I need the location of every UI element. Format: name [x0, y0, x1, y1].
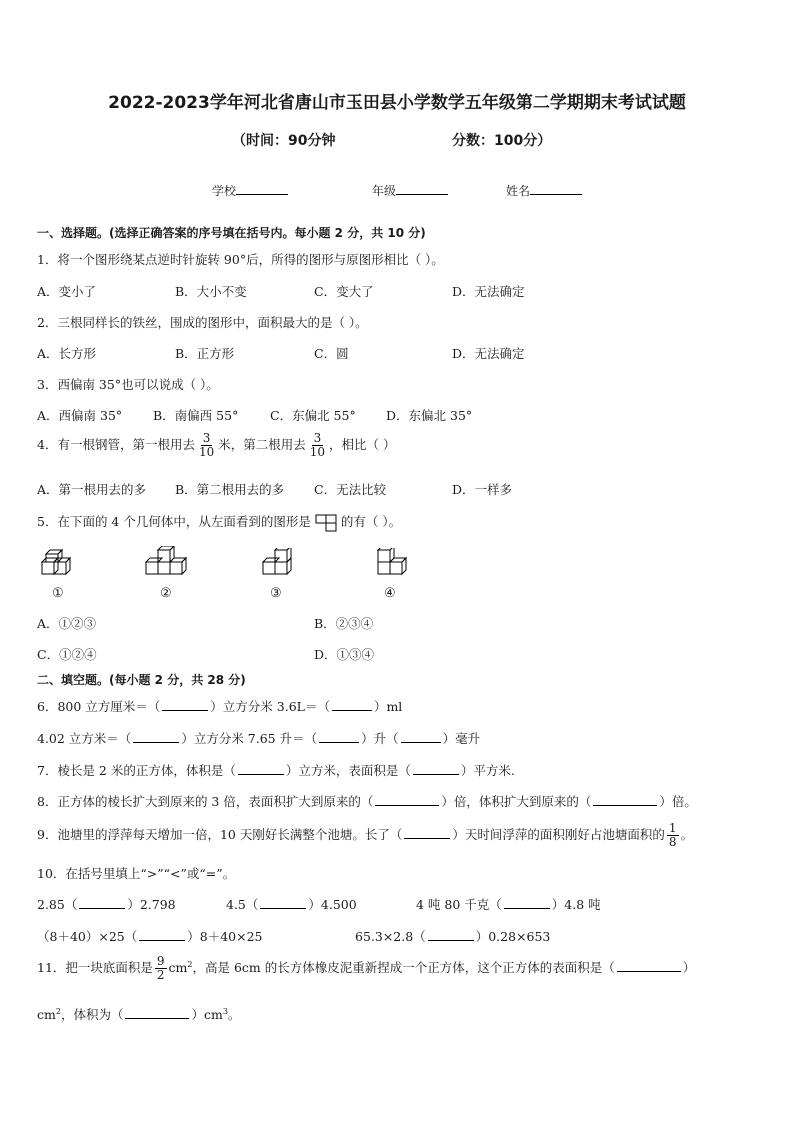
- q5-part1: 5．在下面的 4 个几何体中，从左面看到的图形是: [37, 514, 311, 529]
- q11-text-d: ）: [682, 960, 696, 975]
- q6-text-b: ）立方分米 3.6L＝（: [210, 699, 330, 714]
- q6-text-e: ）立方分米 7.65 升＝（: [181, 731, 318, 746]
- school-label: 学校: [212, 184, 237, 198]
- q11-line2: [37, 1005, 240, 1023]
- q6-blank-3[interactable]: [133, 730, 179, 743]
- q11-blank-1[interactable]: [617, 959, 681, 972]
- q11-text-f: ，体积为（: [60, 1007, 124, 1022]
- q1-option-c: C．变大了: [314, 284, 374, 299]
- figure-4-label: ④: [384, 586, 396, 601]
- q6-text-c: ）ml: [373, 699, 403, 714]
- q2-option-b: B．正方形: [175, 346, 235, 361]
- q7-line: [37, 761, 515, 779]
- q5-option-d: D．①③④: [314, 647, 375, 662]
- q10-item-4-right: ）8＋40×25: [187, 929, 263, 944]
- q6-text-g: ）毫升: [442, 731, 481, 746]
- q10-item-5-right: ）0.28×653: [475, 929, 551, 944]
- q3-option-b: B．南偏西 55°: [153, 408, 239, 423]
- q8-line: [37, 792, 697, 810]
- q6-text-f: ）升（: [361, 731, 399, 746]
- q9-fraction: [667, 822, 679, 849]
- q10-item-2-right: ）4.500: [308, 897, 357, 912]
- q7-blank-2[interactable]: [413, 762, 459, 775]
- q4-part1: 4．有一根钢管，第一根用去: [37, 437, 195, 452]
- q10-item-5: [355, 927, 550, 945]
- q7-text-c: ）平方米.: [460, 763, 515, 778]
- figure-4-cubes: [374, 548, 418, 582]
- q6-blank-4[interactable]: [319, 730, 359, 743]
- figure-1-cubes: [36, 548, 86, 582]
- q11-fraction: [155, 955, 167, 982]
- school-field: [212, 182, 288, 199]
- name-field: [506, 182, 582, 199]
- q11-text-c: ，高是 6cm 的长方体橡皮泥重新捏成一个正方体，这个正方体的表面积是（: [192, 960, 615, 975]
- q11-text-a: 11．把一块底面积是: [37, 960, 153, 975]
- q3-option-d: D．东偏北 35°: [386, 408, 473, 423]
- q5-text: [37, 512, 401, 532]
- page-title: 2022-2023学年河北省唐山市玉田县小学数学五年级第二学期期末考试试题: [108, 93, 686, 113]
- q2-text: 2．三根同样长的铁丝，围成的图形中，面积最大的是（ ）。: [37, 315, 368, 330]
- q9-line: [37, 822, 693, 849]
- grade-field: [372, 182, 448, 199]
- q6-blank-2[interactable]: [332, 698, 372, 711]
- q10-item-2: [226, 895, 357, 913]
- school-blank: [236, 182, 288, 195]
- q4-option-b: B．第二根用去的多: [175, 482, 285, 497]
- exam-time: （时间：90分钟: [232, 133, 336, 149]
- q10-text: 10．在括号里填上“>”“<”或“=”。: [37, 866, 236, 881]
- q8-blank-1[interactable]: [375, 793, 439, 806]
- q9-text-b: ）天时间浮萍的面积刚好占池塘面积的: [452, 827, 665, 842]
- q11-area-unit: cm: [37, 1007, 56, 1022]
- q6-line1: [37, 697, 402, 715]
- q10-item-3-right: ）4.8 吨: [551, 897, 601, 912]
- q3-text: 3．西偏南 35°也可以说成（ ）。: [37, 377, 219, 392]
- q3-option-a: A．西偏南 35°: [37, 408, 123, 423]
- q11-line1: [37, 955, 695, 982]
- q8-text-a: 8．正方体的棱长扩大到原来的 3 倍，表面积扩大到原来的（: [37, 794, 374, 809]
- q10-blank-1[interactable]: [79, 896, 125, 909]
- q9-fraction-den: 8: [668, 835, 677, 849]
- q11-unit: cm: [168, 960, 188, 975]
- q5-option-a: A．①②③: [37, 616, 97, 631]
- q1-option-b: B．大小不变: [175, 284, 247, 299]
- q9-text-a: 9．池塘里的浮萍每天增加一倍，10 天刚好长满整个池塘。长了（: [37, 827, 403, 842]
- q4-part2: 米，第二根用去: [218, 437, 306, 452]
- q11-volume-unit-sup: 3: [222, 1006, 228, 1016]
- q3-option-c: C．东偏北 55°: [270, 408, 356, 423]
- q10-item-1-right: ）2.798: [127, 897, 176, 912]
- q11-unit-sup: 2: [187, 959, 193, 969]
- q5-option-b: B．②③④: [314, 616, 374, 631]
- name-blank: [530, 182, 582, 195]
- q6-blank-1[interactable]: [162, 698, 208, 711]
- q7-blank-1[interactable]: [238, 762, 284, 775]
- figure-3-cubes: [259, 548, 303, 582]
- q4-option-c: C．无法比较: [314, 482, 387, 497]
- q11-fraction-den: 2: [156, 968, 165, 982]
- q8-text-c: ）倍。: [659, 794, 697, 809]
- figure-2-label: ②: [160, 586, 172, 601]
- q6-blank-5[interactable]: [401, 730, 441, 743]
- figure-3-label: ③: [270, 586, 282, 601]
- q10-item-4: [37, 927, 263, 945]
- q11-text-end: 。: [227, 1007, 241, 1022]
- q1-option-d: D．无法确定: [452, 284, 525, 299]
- q10-item-2-left: 4.5（: [226, 897, 259, 912]
- q10-item-4-left: （8＋40）×25（: [37, 929, 138, 944]
- q11-area-unit-sup: 2: [55, 1006, 61, 1016]
- q10-item-1-left: 2.85（: [37, 897, 78, 912]
- q8-text-b: ）倍，体积扩大到原来的（: [441, 794, 592, 809]
- name-label: 姓名: [506, 184, 531, 198]
- left-view-grid-icon: [315, 514, 337, 532]
- q4-fraction-2-den: 10: [309, 445, 326, 459]
- grade-blank: [396, 182, 448, 195]
- q11-blank-2[interactable]: [125, 1006, 189, 1019]
- q2-option-a: A．长方形: [37, 346, 97, 361]
- q4-fraction-2-num: 3: [313, 431, 322, 445]
- q1-option-a: A．变小了: [37, 284, 97, 299]
- section2-heading: 二、填空题。(每小题 2 分，共 28 分): [37, 673, 246, 687]
- q4-fraction-1-num: 3: [202, 431, 211, 445]
- q9-text-end: 。: [680, 827, 694, 842]
- q1-text: 1．将一个图形绕某点逆时针旋转 90°后，所得的图形与原图形相比（ ）。: [37, 252, 444, 267]
- q11-fraction-num: 9: [156, 954, 165, 968]
- q5-part2: 的有（ ）。: [340, 514, 402, 529]
- q10-blank-3[interactable]: [504, 896, 550, 909]
- q6-text-d: 4.02 立方米＝（: [37, 731, 132, 746]
- q4-fraction-1-den: 10: [198, 445, 215, 459]
- q10-item-3: [416, 895, 601, 913]
- q4-text: [37, 432, 396, 459]
- grade-label: 年级: [372, 184, 397, 198]
- q10-item-5-left: 65.3×2.8（: [355, 929, 426, 944]
- q7-text-b: ）立方米，表面积是（: [285, 763, 411, 778]
- q10-item-1: [37, 895, 176, 913]
- q4-fraction-1: [197, 432, 216, 459]
- q2-option-d: D．无法确定: [452, 346, 525, 361]
- q4-option-d: D．一样多: [452, 482, 513, 497]
- q4-part3: ，相比（ ）: [329, 437, 396, 452]
- q10-blank-5[interactable]: [428, 928, 474, 941]
- q6-line2: [37, 729, 480, 747]
- q5-option-c: C．①②④: [37, 647, 97, 662]
- q10-blank-4[interactable]: [139, 928, 185, 941]
- q9-fraction-num: 1: [668, 821, 677, 835]
- q9-blank[interactable]: [404, 826, 450, 839]
- q10-blank-2[interactable]: [260, 896, 306, 909]
- q8-blank-2[interactable]: [593, 793, 657, 806]
- figure-1-label: ①: [52, 586, 64, 601]
- exam-score: 分数：100分）: [452, 133, 552, 149]
- q4-option-a: A．第一根用去的多: [37, 482, 147, 497]
- q11-volume-unit: ）cm: [191, 1007, 223, 1022]
- section1-heading: 一、选择题。(选择正确答案的序号填在括号内。每小题 2 分，共 10 分): [37, 226, 426, 240]
- q7-text-a: 7．棱长是 2 米的正方体，体积是（: [37, 763, 236, 778]
- q10-item-3-left: 4 吨 80 千克（: [416, 897, 502, 912]
- q2-option-c: C．圆: [314, 346, 349, 361]
- figure-2-cubes: [142, 546, 196, 582]
- q4-fraction-2: [308, 432, 327, 459]
- q6-text-a: 6．800 立方厘米＝（: [37, 699, 161, 714]
